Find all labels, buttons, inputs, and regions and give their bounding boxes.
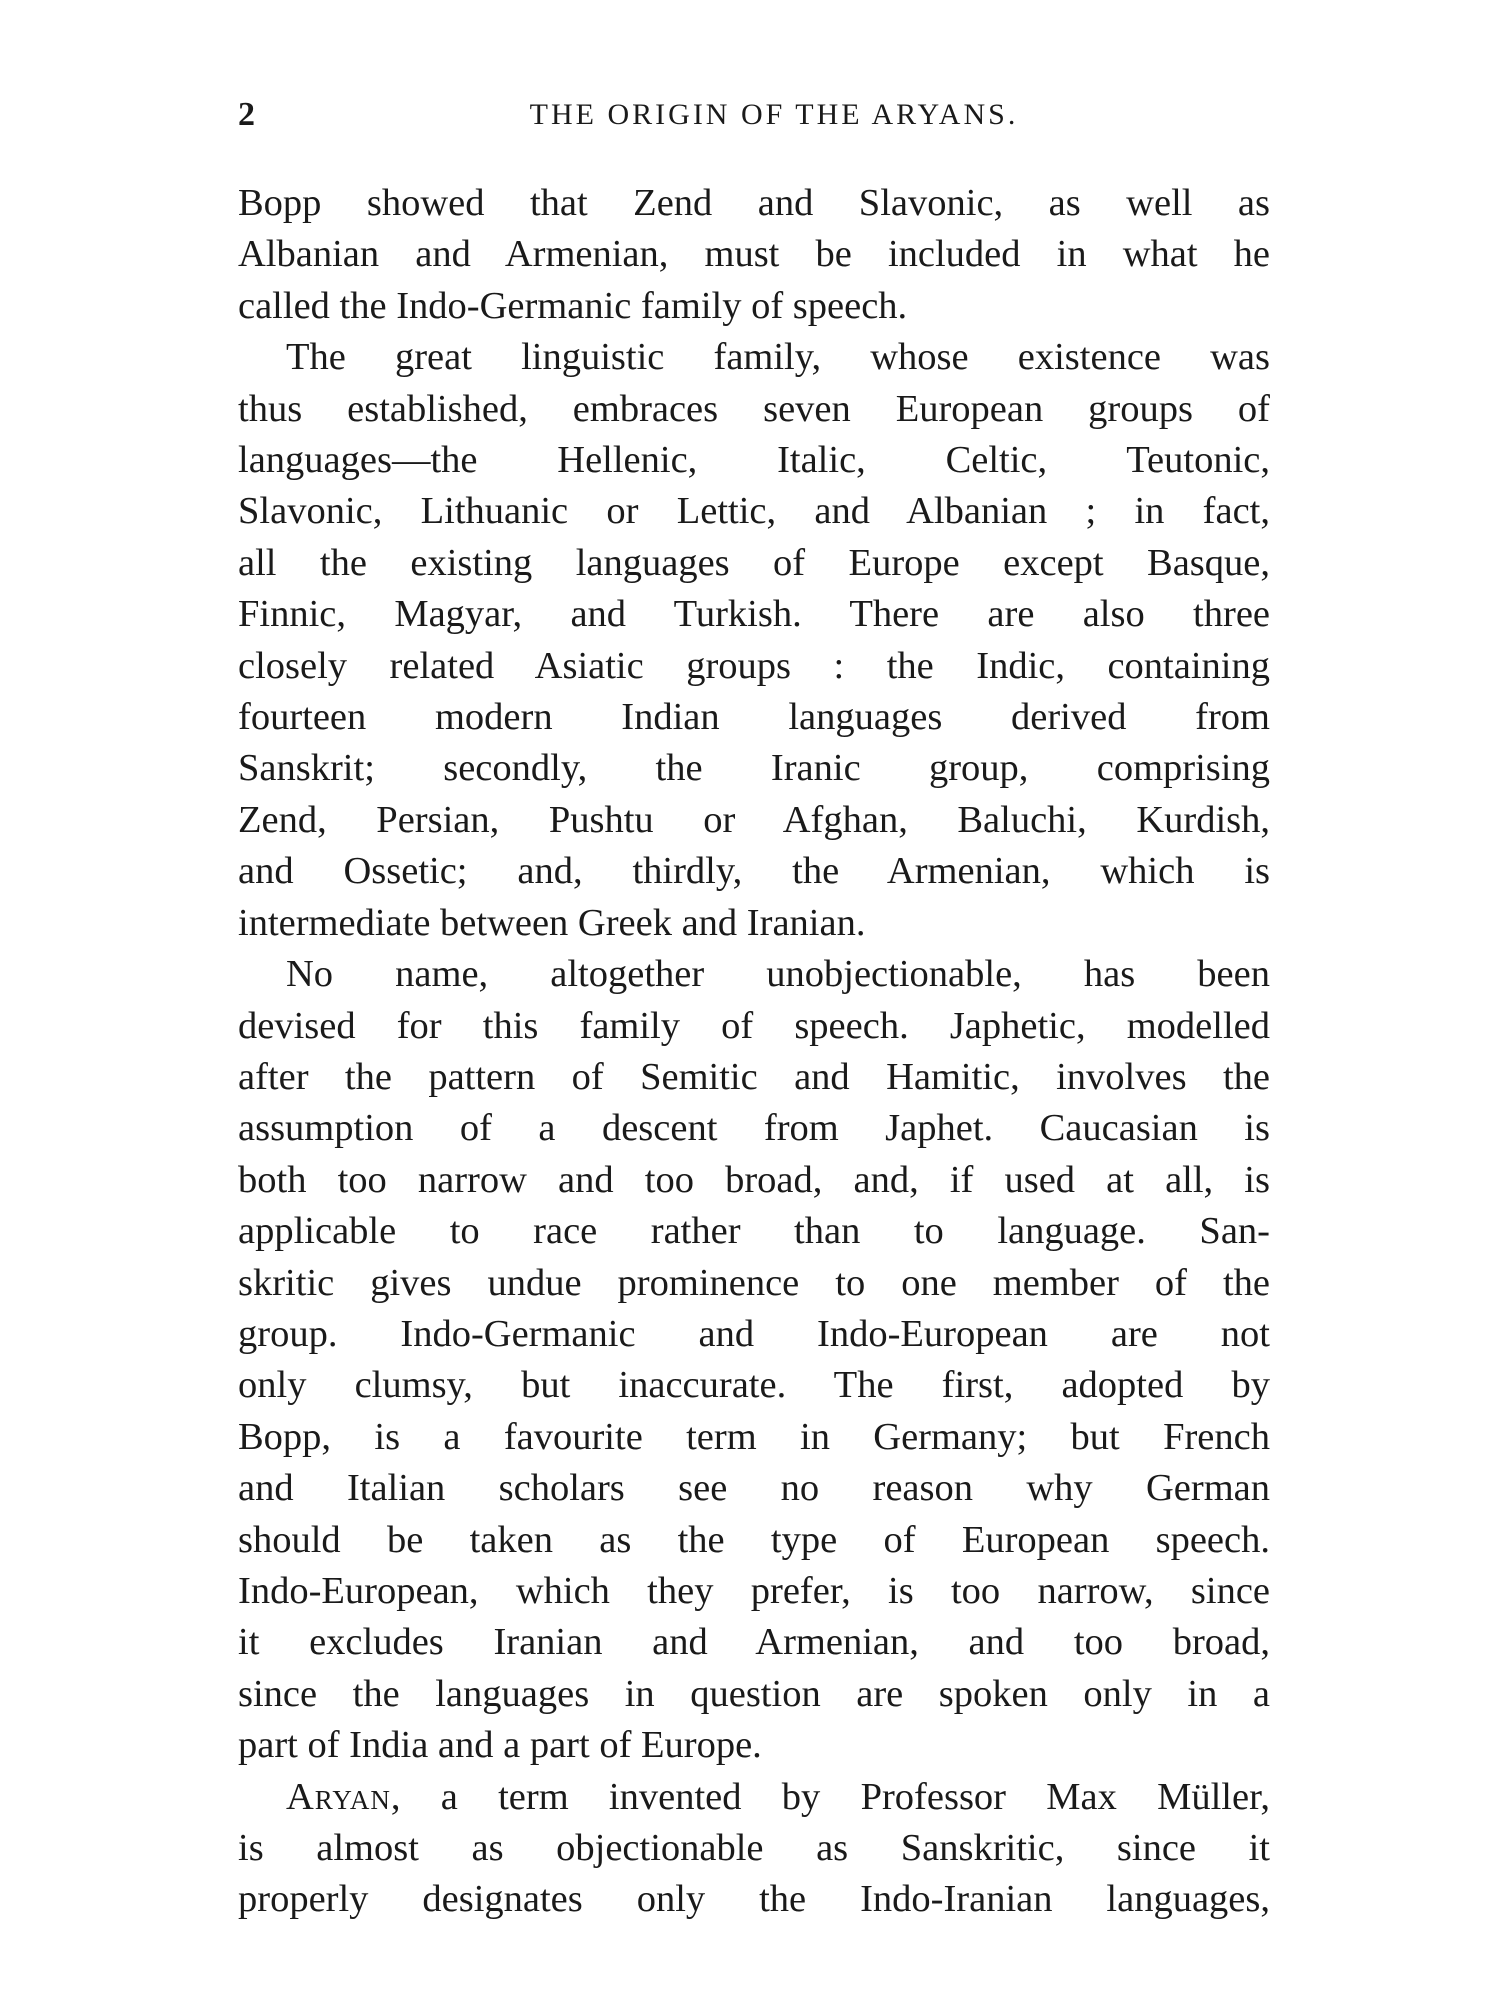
paragraph-1: [238, 178, 1270, 332]
text-line: [238, 1772, 1270, 1823]
text-line: Finnic, Magyar, and Turkish. There are also three: [238, 593, 1270, 636]
text-line: devised for this family of speech. Japhetic, modelled: [238, 1004, 1270, 1047]
text-line: both too narrow and too broad, and, if used at all, is: [238, 1158, 1270, 1201]
text-line: all the existing languages of Europe except Basque,: [238, 541, 1270, 584]
text-line: intermediate between Greek and Iranian.: [238, 901, 866, 944]
running-head: [238, 96, 1270, 146]
text-line: properly designates only the Indo-Iranian languages,: [238, 1878, 1270, 1921]
text-line: Zend, Persian, Pushtu or Afghan, Baluchi, Kurdish,: [238, 798, 1270, 841]
text-line: The great linguistic family, whose existence was: [286, 336, 1270, 379]
text-line: assumption of a descent from Japhet. Caucasian is: [238, 1107, 1270, 1150]
text-line: fourteen modern Indian languages derived from: [238, 696, 1270, 739]
text-line: after the pattern of Semitic and Hamitic, involves the: [238, 1055, 1270, 1098]
text-line: since the languages in question are spoken only in a: [238, 1672, 1270, 1715]
text-line: group. Indo-Germanic and Indo-European are not: [238, 1312, 1270, 1355]
text-line: applicable to race rather than to language. San-: [238, 1210, 1270, 1253]
text-line: called the Indo-Germanic family of speech.: [238, 284, 908, 327]
text-line: and Ossetic; and, thirdly, the Armenian, which is: [238, 850, 1270, 893]
body-text: [238, 178, 1270, 1926]
text-line: only clumsy, but inaccurate. The first, adopted by: [238, 1364, 1270, 1407]
text-line: Albanian and Armenian, must be included in what he: [238, 233, 1270, 276]
running-head-title: THE ORIGIN OF THE ARYANS.: [529, 98, 1019, 131]
text-line: Bopp, is a favourite term in Germany; but French: [238, 1415, 1270, 1458]
text-line: thus established, embraces seven European groups of: [238, 387, 1270, 430]
text-line: is almost as objectionable as Sanskritic, since it: [238, 1827, 1270, 1869]
page-number: 2: [238, 96, 256, 133]
text-line: Slavonic, Lithuanic or Lettic, and Albanian ; in fact,: [238, 490, 1270, 533]
paragraph-3: [238, 949, 1270, 1772]
text-line: it excludes Iranian and Armenian, and too broad,: [238, 1621, 1270, 1664]
text-line: and Italian scholars see no reason why German: [238, 1467, 1270, 1510]
text-line: languages—the Hellenic, Italic, Celtic, Teutonic,: [238, 439, 1270, 482]
paragraph-4: [238, 1772, 1270, 1926]
text-line: skritic gives undue prominence to one member of the: [238, 1261, 1270, 1304]
text-line: should be taken as the type of European speech.: [238, 1518, 1270, 1561]
text-line: closely related Asiatic groups : the Indic, containing: [238, 644, 1270, 687]
paragraph-2: [238, 332, 1270, 949]
text-line: Bopp showed that Zend and Slavonic, as well as: [238, 182, 1270, 224]
text-line: part of India and a part of Europe.: [238, 1724, 762, 1767]
lead-word: Aryan: [286, 1775, 391, 1818]
text-line: Indo-European, which they prefer, is too narrow, since: [238, 1569, 1270, 1612]
text-line: Sanskrit; secondly, the Iranic group, comprising: [238, 747, 1270, 790]
text-line-rest: , a term invented by Professor Max Müller,: [390, 1775, 1270, 1818]
text-line: No name, altogether unobjectionable, has been: [286, 953, 1270, 996]
